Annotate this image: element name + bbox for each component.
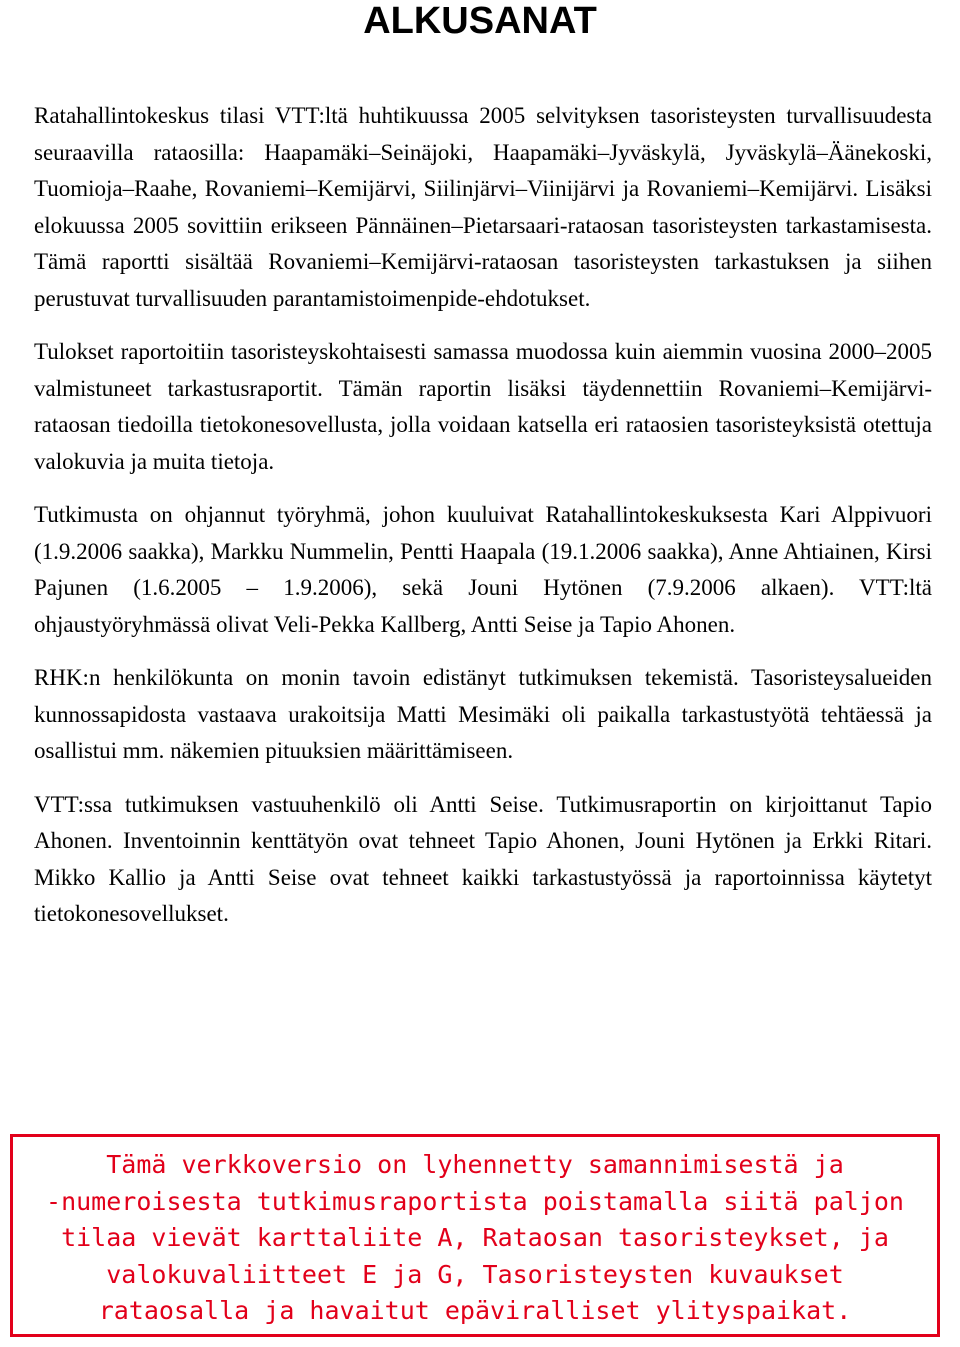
paragraph-steering-group: Tutkimusta on ohjannut työryhmä, johon kuuluivat Ratahallintokeskuksesta Kari Alppivuori (1.9.2006 saakka), Markku Nummelin, Pentti Haapala (19.1.2006 saakka), Anne Ahtiainen, Kirsi Pajunen (1.6.2005 – 1.9.2006), sekä Jouni Hytönen (7.9.2006 alkaen). VTT:ltä ohjaustyöryhmässä olivat Veli-Pekka Kallberg, Antti Seise ja Tapio Ahonen. bbox=[34, 502, 932, 637]
page-title: ALKUSANAT bbox=[363, 0, 597, 42]
paragraph-rhk-staff: RHK:n henkilökunta on monin tavoin edistänyt tutkimuksen tekemistä. Tasoristeysalueiden kunnossapidosta vastaava urakoitsija Matti Mesimäki oli paikalla tarkastustyötä tehtäessä ja osallistui mm. näkemien pituuksien määrittämiseen. bbox=[34, 665, 932, 763]
paragraph-commission: Ratahallintokeskus tilasi VTT:ltä huhtikuussa 2005 selvityksen tasoristeysten turvallisuudesta seuraavilla rataosilla: Haapamäki–Seinäjoki, Haapamäki–Jyväskylä, Jyväskylä–Äänekoski, Tuomioja–Raahe, Rovaniemi–Kemijärvi, Siilinjärvi–Viinijärvi ja Rovaniemi–Kemijärvi. Lisäksi elokuussa 2005 sovittiin erikseen Pännäinen–Pietarsaari-rataosan tasoristeysten tarkastamisesta. Tämä raportti sisältää Rovaniemi–Kemijärvi-rataosan tasoristeysten tarkastuksen ja siihen perustuvat turvallisuuden parantamistoimenpide-ehdotukset. bbox=[34, 103, 932, 311]
web-version-notice-box bbox=[10, 1134, 940, 1337]
web-version-notice-text: Tämä verkkoversio on lyhennetty samannimisestä ja -numeroisesta tutkimusraportista poistamalla siitä paljon tilaa vievät karttaliite A, Rataosan tasoristeykset, ja valokuvaliitteet E ja G, Tasoristeysten kuvaukset rataosalla ja havaitut epäviralliset ylityspaikat. bbox=[46, 1150, 904, 1325]
paragraph-vtt-staff: VTT:ssa tutkimuksen vastuuhenkilö oli Antti Seise. Tutkimusraportin on kirjoittanut Tapio Ahonen. Inventoinnin kenttätyön ovat tehneet Tapio Ahonen, Jouni Hytönen ja Erkki Ritari. Mikko Kallio ja Antti Seise ovat tehneet kaikki tarkastustyössä ja raportoinnissa käytetyt tietokonesovellukset. bbox=[34, 791, 932, 926]
document-body bbox=[34, 98, 932, 950]
paragraph-results: Tulokset raportoitiin tasoristeyskohtaisesti samassa muodossa kuin aiemmin vuosina 2000–2005 valmistuneet tarkastusraportit. Tämän raportin lisäksi täydennettiin Rovaniemi–Kemijärvi-rataosan tiedoilla tietokonesovellusta, jolla voidaan katsella eri rataosien tasoristeyksistä otettuja valokuvia ja muita tietoja. bbox=[34, 339, 932, 474]
